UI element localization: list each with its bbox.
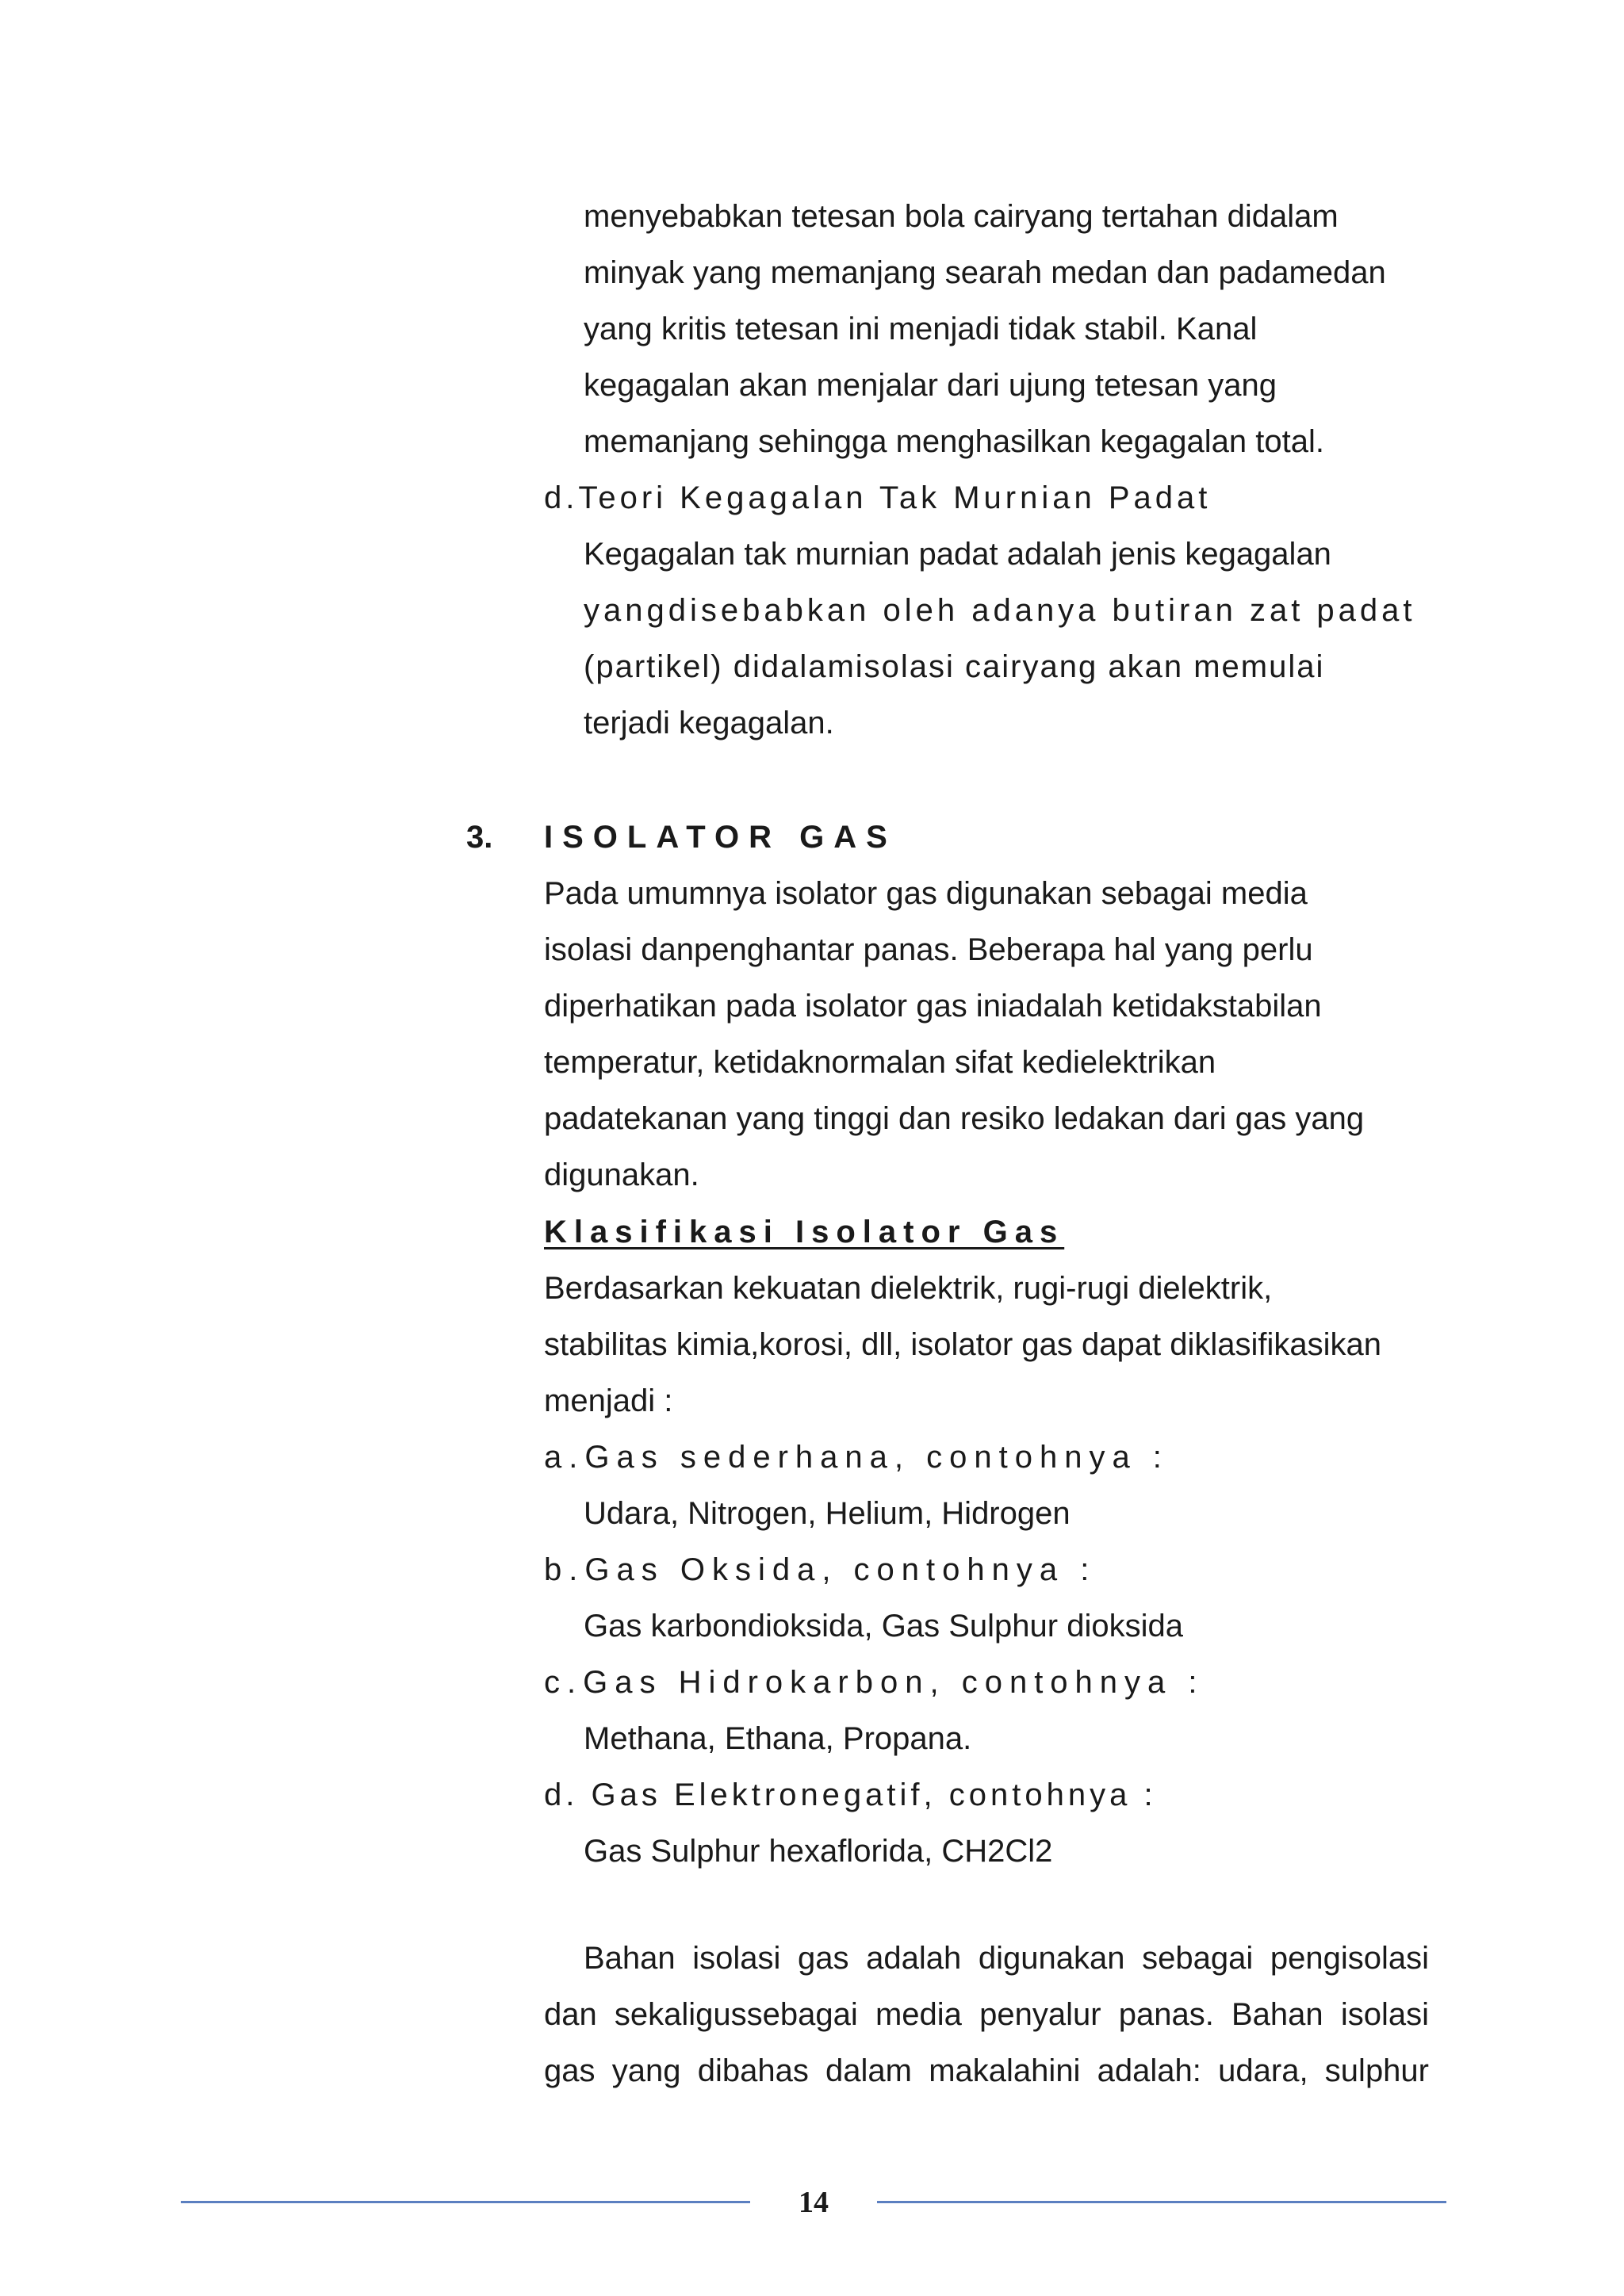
page-number: 14 <box>799 2186 829 2219</box>
paragraph-line: temperatur, ketidaknormalan sifat kedielektrikan <box>544 1045 1216 1080</box>
section-title: ISOLATOR GAS <box>544 820 897 855</box>
paragraph-line: menyebabkan tetesan bola cairyang tertahan didalam <box>584 199 1339 234</box>
paragraph-line: padatekanan yang tinggi dan resiko ledakan dari gas yang <box>544 1101 1365 1136</box>
paragraph-line: gas yang dibahas dalam makalahini adalah: udara, sulphur <box>544 2053 1429 2088</box>
paragraph-line: Bahan isolasi gas adalah digunakan sebagai pengisolasi <box>584 1941 1429 1976</box>
footer-divider-right <box>877 2201 1446 2203</box>
paragraph-line: dan sekaligussebagai media penyalur panas. Bahan isolasi <box>544 1997 1429 2032</box>
paragraph-line: Pada umumnya isolator gas digunakan sebagai media <box>544 876 1308 911</box>
list-item-heading: c.Gas Hidrokarbon, contohnya : <box>544 1665 1205 1700</box>
list-item-heading: b.Gas Oksida, contohnya : <box>544 1552 1097 1587</box>
list-item-heading: d.Teori Kegagalan Tak Murnian Padat <box>544 480 1212 515</box>
paragraph-line: diperhatikan pada isolator gas iniadalah ketidakstabilan <box>544 989 1322 1024</box>
paragraph-line: digunakan. <box>544 1158 699 1192</box>
paragraph-line: minyak yang memanjang searah medan dan padamedan <box>584 255 1386 290</box>
paragraph-line: isolasi danpenghantar panas. Beberapa hal yang perlu <box>544 932 1313 967</box>
list-item-example: Udara, Nitrogen, Helium, Hidrogen <box>584 1496 1071 1531</box>
paragraph-line: Kegagalan tak murnian padat adalah jenis kegagalan <box>584 537 1331 572</box>
list-item-example: Gas Sulphur hexaflorida, CH2Cl2 <box>584 1834 1053 1869</box>
subheading: Klasifikasi Isolator Gas <box>544 1215 1065 1249</box>
list-item-heading: d. Gas Elektronegatif, contohnya : <box>544 1777 1157 1812</box>
list-item-example: Methana, Ethana, Propana. <box>584 1721 972 1756</box>
paragraph-line: kegagalan akan menjalar dari ujung tetesan yang <box>584 368 1277 403</box>
paragraph-line: menjadi : <box>544 1383 673 1418</box>
footer-divider-left <box>181 2201 750 2203</box>
paragraph-line: Berdasarkan kekuatan dielektrik, rugi-rugi dielektrik, <box>544 1271 1273 1306</box>
section-number: 3. <box>466 820 493 855</box>
paragraph-line: stabilitas kimia,korosi, dll, isolator gas dapat diklasifikasikan <box>544 1327 1382 1362</box>
list-item-heading: a.Gas sederhana, contohnya : <box>544 1440 1169 1475</box>
paragraph-line: memanjang sehingga menghasilkan kegagalan total. <box>584 424 1324 459</box>
paragraph-line: terjadi kegagalan. <box>584 706 834 740</box>
paragraph-line: yang kritis tetesan ini menjadi tidak stabil. Kanal <box>584 312 1258 346</box>
paragraph-line: yangdisebabkan oleh adanya butiran zat padat <box>584 593 1416 628</box>
list-item-example: Gas karbondioksida, Gas Sulphur dioksida <box>584 1609 1183 1644</box>
paragraph-line: (partikel) didalamisolasi cairyang akan memulai <box>584 649 1325 684</box>
